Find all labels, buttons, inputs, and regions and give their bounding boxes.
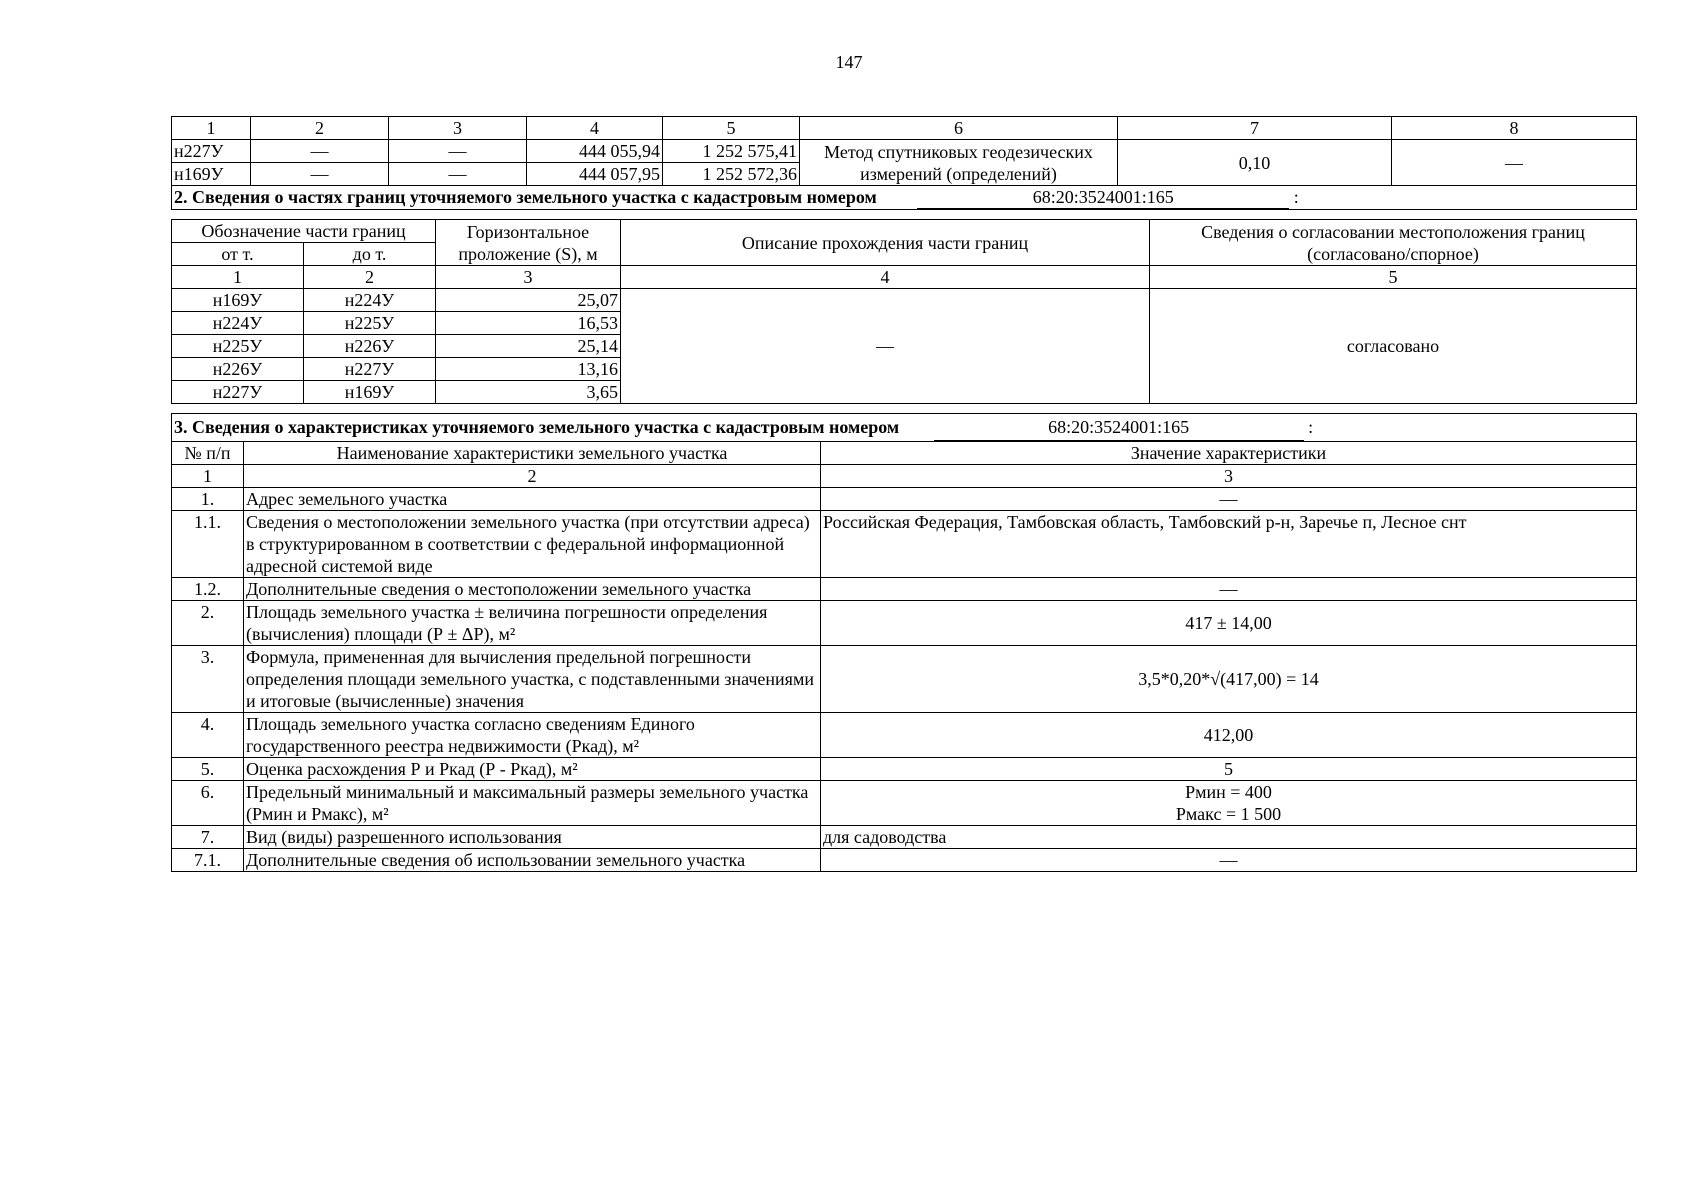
row-num: 1. [172,488,244,511]
row-value: для садоводства [821,826,1637,849]
to-point: н226У [304,335,436,358]
to-point: н224У [304,289,436,312]
accuracy-cell: 0,10 [1118,140,1392,186]
to-point: н225У [304,312,436,335]
col-header: 7 [1118,117,1392,140]
table-row [172,849,1637,872]
table-row [172,713,1637,758]
col8-cell: — [1392,140,1637,186]
row-name: Оценка расхождения Р и Ркад (Р - Ркад), м² [244,758,821,781]
table-row [172,488,1637,511]
row-value: — [821,488,1637,511]
characteristics-table [171,413,1637,872]
row-value: — [821,578,1637,601]
table-row [172,578,1637,601]
row-name: Формула, примененная для вычисления предельной погрешности определения площади земельного участка, с подставленными значениями и итоговые (вычисленные) значения [244,646,821,713]
section3-title-row [172,414,1637,442]
row-value: 417 ± 14,00 [821,601,1637,646]
section3-colon: : [1308,417,1314,437]
table-row [172,781,1637,826]
coord-x: 444 055,94 [527,140,663,163]
table-row [172,511,1637,578]
row-num: 4. [172,713,244,758]
point-name: н227У [172,140,251,163]
from-point: н225У [172,335,304,358]
row-num: 5. [172,758,244,781]
col-header: 4 [527,117,663,140]
to-header: до т. [304,243,436,266]
table-row [172,758,1637,781]
row-value: 412,00 [821,713,1637,758]
col-num: 3 [436,266,621,289]
row-value: — [821,849,1637,872]
agree-cell: согласовано [1150,289,1637,404]
name-header: Наименование характеристики земельного участка [244,442,821,465]
row-name: Предельный минимальный и максимальный размеры земельного участка (Рмин и Рмакс), м² [244,781,821,826]
row-num: 1.2. [172,578,244,601]
from-point: н227У [172,381,304,404]
col-num: 3 [821,465,1637,488]
section2-cadastral: 68:20:3524001:165 [917,186,1289,209]
row-name: Площадь земельного участка ± величина погрешности определения (вычисления) площади (Р ± ΔР), м² [244,601,821,646]
col-num: 1 [172,266,304,289]
col-num: 2 [304,266,436,289]
row-name: Сведения о местоположении земельного участка (при отсутствии адреса) в структурированном в соответствии с федеральной информационной адресной системой виде [244,511,821,578]
distance: 3,65 [436,381,621,404]
horiz-header: Горизонтальное проложение (S), м [436,220,621,266]
row-name: Дополнительные сведения о местоположении земельного участка [244,578,821,601]
coord-y: 1 252 575,41 [663,140,800,163]
row-num: 3. [172,646,244,713]
pmin-value: Рмин = 400 [1185,782,1272,802]
row-num: 6. [172,781,244,826]
col-num: 4 [621,266,1150,289]
row-name: Площадь земельного участка согласно сведениям Единого государственного реестра недвижимости (Ркад), м² [244,713,821,758]
section2-colon: : [1293,187,1299,207]
row-num: 2. [172,601,244,646]
section2-title-row [172,186,1637,210]
col-header: 6 [800,117,1118,140]
table-row [172,601,1637,646]
distance: 25,07 [436,289,621,312]
col-header: 5 [663,117,800,140]
row-num: 7. [172,826,244,849]
agree-header: Сведения о согласовании местоположения границ (согласовано/спорное) [1150,220,1637,266]
coordinates-table [171,116,1637,210]
table-row [172,289,1637,312]
table-row [172,646,1637,713]
to-point: н227У [304,358,436,381]
row-value: 5 [821,758,1637,781]
from-point: н224У [172,312,304,335]
from-point: н226У [172,358,304,381]
cell: — [251,140,389,163]
col-header: 1 [172,117,251,140]
col-header: 2 [251,117,389,140]
header-row [172,117,1637,140]
cell: — [389,140,527,163]
row-num: 1.1. [172,511,244,578]
cell: — [251,163,389,186]
desc-header: Описание прохождения части границ [621,220,1150,266]
pmax-value: Рмакс = 1 500 [1175,804,1282,824]
distance: 13,16 [436,358,621,381]
section3-title: 3. Сведения о характеристиках уточняемого земельного участка с кадастровым номером [174,417,900,437]
num-header: № п/п [172,442,244,465]
from-point: н169У [172,289,304,312]
boundary-parts-table [171,219,1637,404]
from-header: от т. [172,243,304,266]
row-value: Российская Федерация, Тамбовская область, Тамбовский р-н, Заречье п, Лесное снт [821,511,1637,578]
point-name: н169У [172,163,251,186]
part-header: Обозначение части границ [172,220,436,243]
col-num: 1 [172,465,244,488]
row-name: Адрес земельного участка [244,488,821,511]
section3-cadastral: 68:20:3524001:165 [934,414,1304,441]
cell: — [389,163,527,186]
distance: 16,53 [436,312,621,335]
table-row [172,826,1637,849]
col-num: 2 [244,465,821,488]
to-point: н169У [304,381,436,404]
distance: 25,14 [436,335,621,358]
row-name: Вид (виды) разрешенного использования [244,826,821,849]
col-header: 3 [389,117,527,140]
col-header: 8 [1392,117,1637,140]
row-name: Дополнительные сведения об использовании земельного участка [244,849,821,872]
row-value [821,781,1637,826]
section2-title: 2. Сведения о частях границ уточняемого земельного участка с кадастровым номером [174,187,877,207]
col-num: 5 [1150,266,1637,289]
table-row [172,140,1637,163]
desc-cell: — [621,289,1150,404]
row-value: 3,5*0,20*√(417,00) = 14 [821,646,1637,713]
page-number: 147 [835,52,863,72]
row-num: 7.1. [172,849,244,872]
method-cell: Метод спутниковых геодезических измерений (определений) [800,140,1118,186]
coord-x: 444 057,95 [527,163,663,186]
value-header: Значение характеристики [821,442,1637,465]
coord-y: 1 252 572,36 [663,163,800,186]
